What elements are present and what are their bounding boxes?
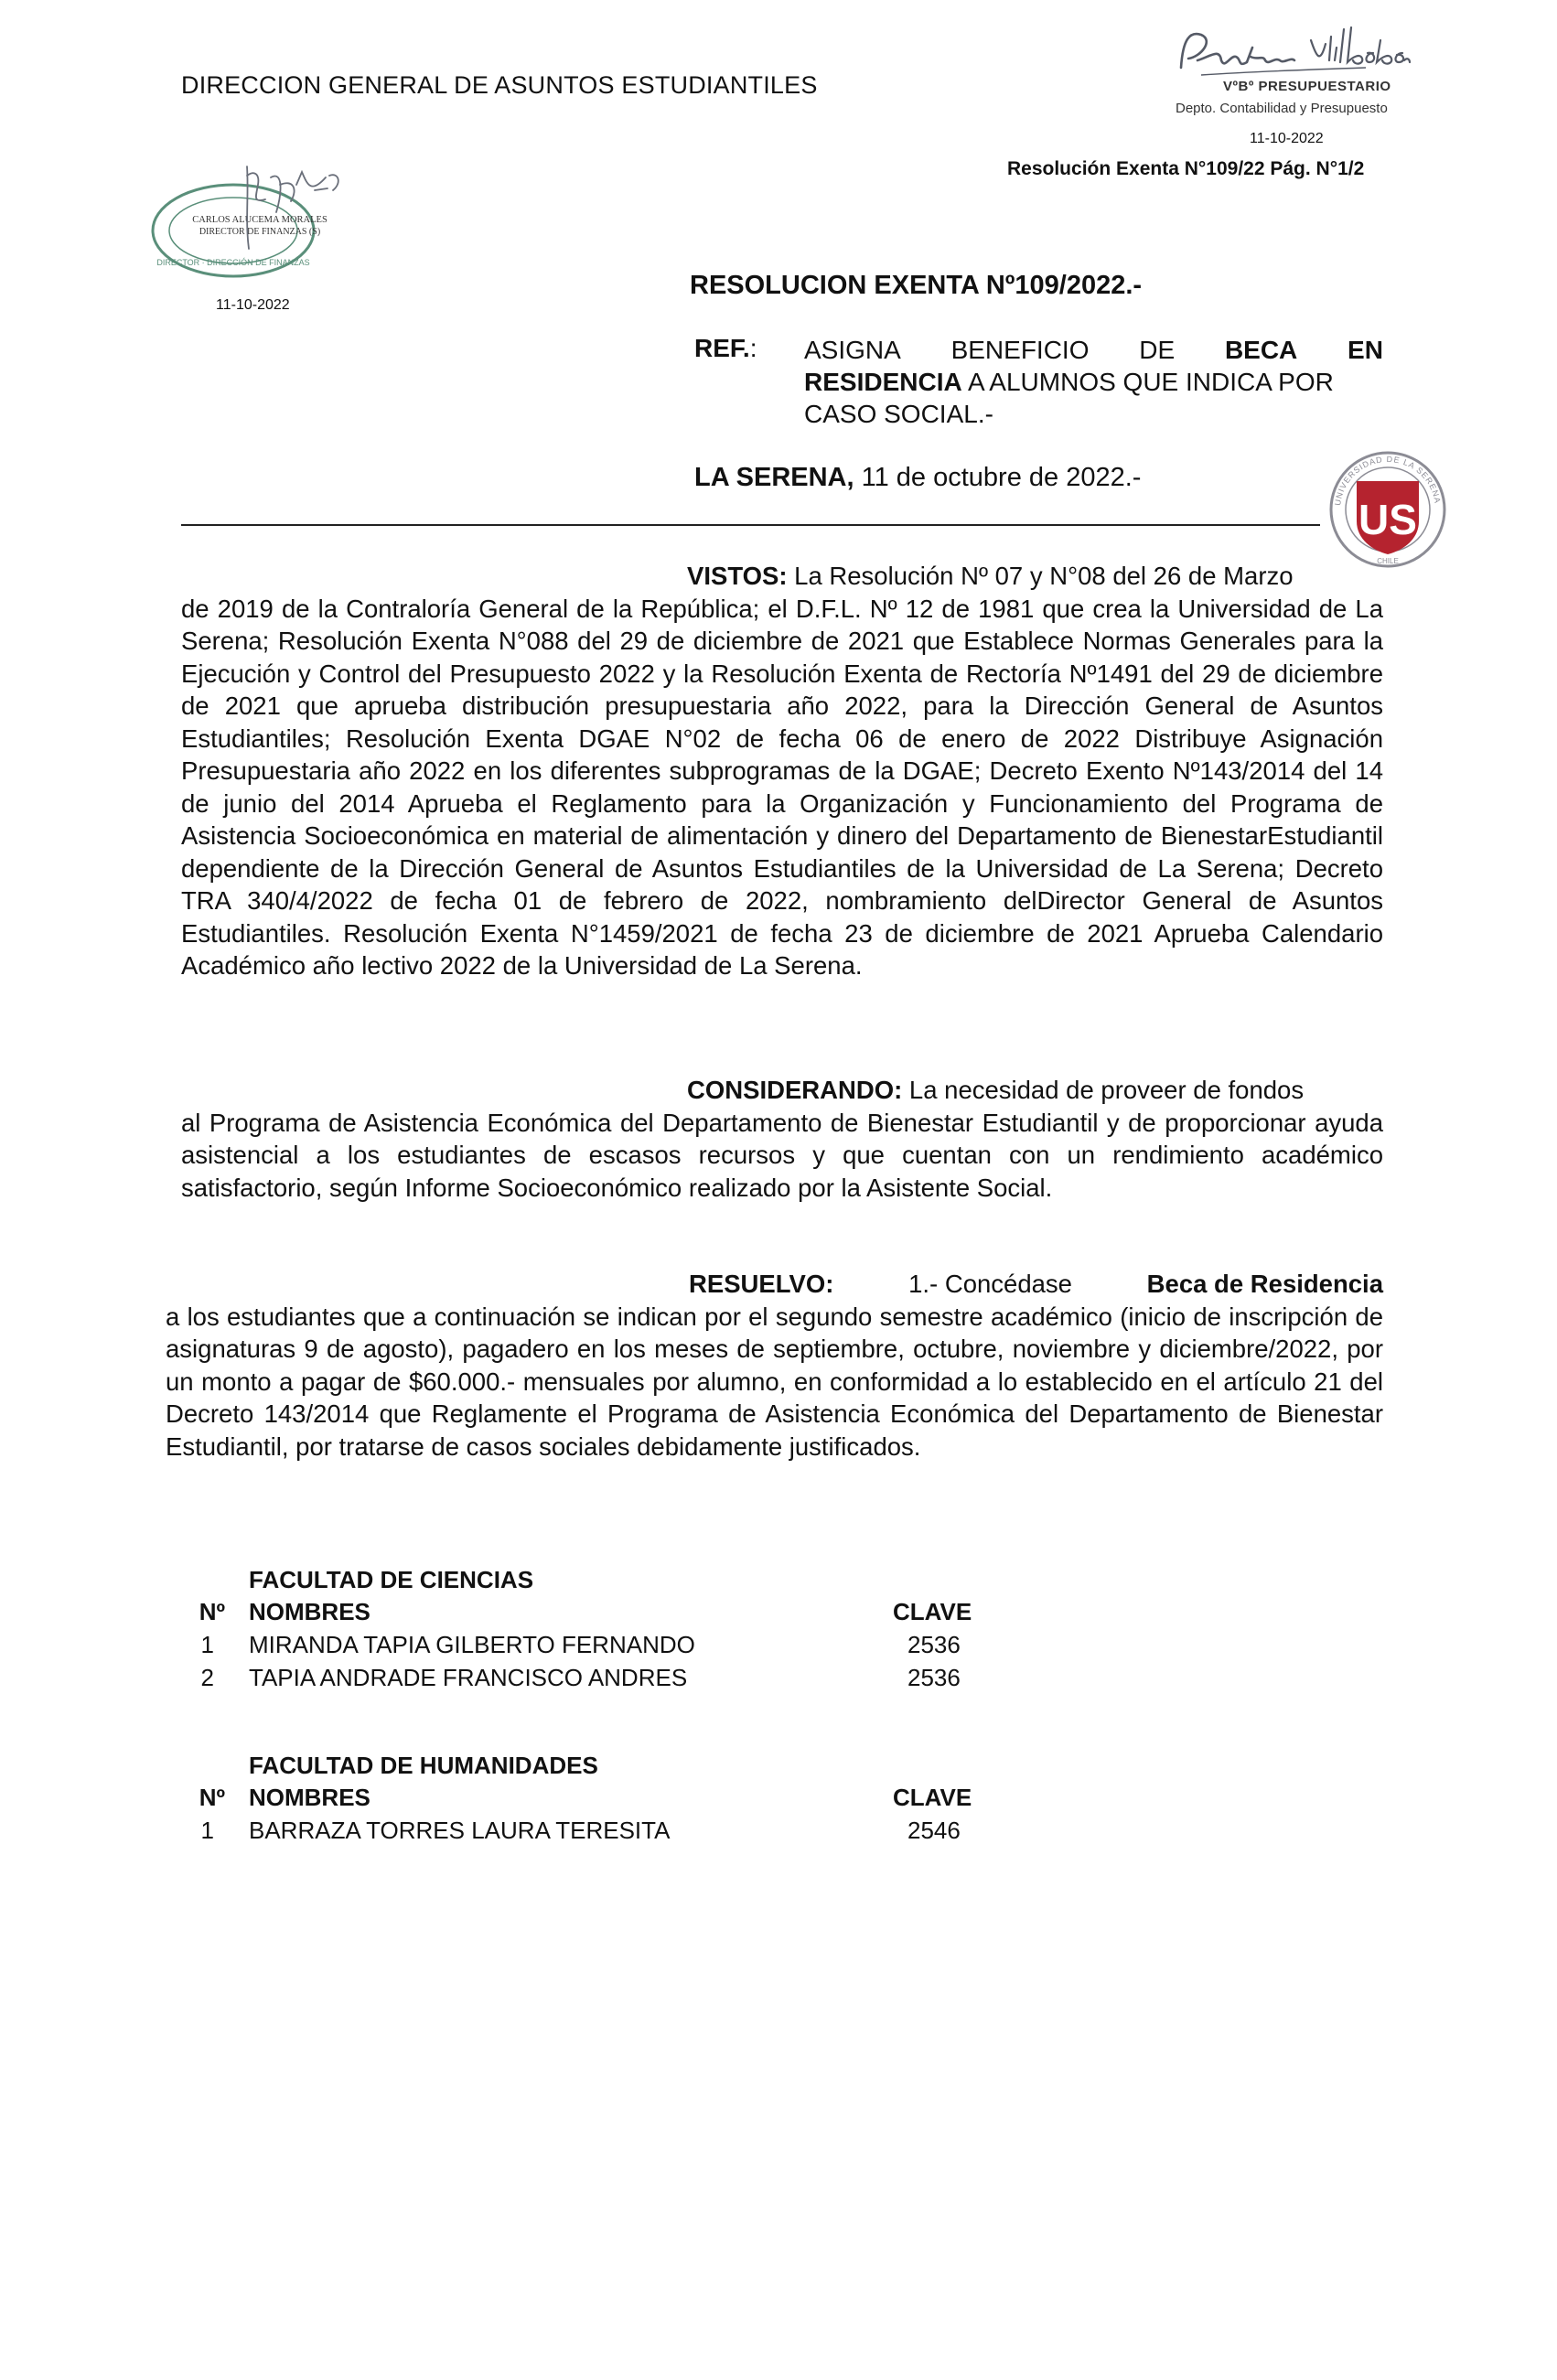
ref-subject: ASIGNA BENEFICIO DE BECA EN RESIDENCIA A ALUMNOS QUE INDICA POR CASO SOCIAL.-	[804, 336, 1383, 428]
budget-approval-title: VºBº PRESUPUESTARIO	[1223, 79, 1391, 94]
university-seal-icon	[1324, 450, 1452, 569]
signer-role: DIRECTOR DE FINANZAS (S)	[199, 227, 321, 237]
university-logo	[1324, 450, 1452, 569]
svg-text:UNIVERSIDAD DE LA SERENA: UNIVERSIDAD DE LA SERENA	[1333, 454, 1443, 507]
handwritten-signature-right	[1174, 20, 1412, 84]
finance-stamp-icon	[146, 157, 357, 285]
resuelvo-paragraph: RESUELVO: 1.- Concédase Beca de Residencia a los estudiantes que a continuación se indican por el segundo semestre académico (inicio de inscripción de asignaturas 9 de agosto), pagadero en los meses de septiembre, octubre, noviembre y diciembre/2022, por un monto a pagar de $60.000.- mensuales por alumno, en conformidad a lo establecido en el artículo 21 del Decreto 143/2014 que Reglamente el Programa de Asistencia Económica del Departamento de Bienestar Estudiantil, por tratarse de casos sociales debidamente justificados.	[166, 1270, 1383, 1461]
svg-text:CHILE: CHILE	[1377, 557, 1399, 565]
resolution-title: RESOLUCION EXENTA Nº109/2022.-	[690, 271, 1143, 300]
stamp-ring-text: DIRECTOR · DIRECCIÓN DE FINANZAS	[156, 258, 310, 267]
signer-name: CARLOS ALUCEMA MORALES	[192, 215, 328, 225]
considerando-paragraph: CONSIDERANDO: La necesidad de proveer de fondos al Programa de Asistencia Económica del Departamento de Bienestar Estudiantil y de proporcionar ayuda asistencial a los estudiantes de escasos recursos y que cuentan con un rendimiento académico satisfactorio, según Informe Socioeconómico realizado por la Asistente Social.	[181, 1076, 1383, 1202]
header-organization: DIRECCION GENERAL DE ASUNTOS ESTUDIANTILES	[181, 71, 818, 99]
students-table-ciencias	[0, 1598, 1557, 1708]
table-row: 1 BARRAZA TORRES LAURA TERESITA 2546	[200, 1817, 961, 1844]
svg-text:US: US	[1358, 496, 1417, 543]
approval-date-right: 11-10-2022	[1250, 131, 1324, 146]
table-header-row: Nº NOMBRES CLAVE	[199, 1784, 972, 1811]
budget-approval-signature	[1174, 20, 1430, 139]
place-and-date: LA SERENA, 11 de octubre de 2022.-	[694, 463, 1142, 492]
ref-label: REF.:	[694, 334, 757, 362]
page-reference: Resolución Exenta N°109/22 Pág. N°1/2	[1007, 158, 1365, 179]
table-row: 1 MIRANDA TAPIA GILBERTO FERNANDO 2536	[200, 1631, 961, 1658]
students-table-humanidades	[0, 1784, 1557, 1857]
budget-department: Depto. Contabilidad y Presupuesto	[1176, 101, 1388, 116]
vistos-paragraph: VISTOS: La Resolución Nº 07 y N°08 del 26 de Marzo de 2019 de la Contraloría General de la República; el D.F.L. Nº 12 de 1981 que crea la Universidad de La Serena; Resolución Exenta N°088 del 29 de diciembre de 2021 que Establece Normas Generales para la Ejecución y Control del Presupuesto 2022 y la Resolución Exenta de Rectoría Nº1491 del 29 de diciembre de 2021 que aprueba distribución presupuestaria año 2022, para la Dirección General de Asuntos Estudiantiles; Resolución Exenta DGAE N°02 de fecha 06 de enero de 2022 Distribuye Asignación Presupuestaria año 2022 en los diferentes subprogramas de la DGAE; Decreto Exento Nº143/2014 del 14 de junio del 2014 Aprueba el Reglamento para la Organización y Funcionamiento del Programa de Asistencia Socioeconómica en material de alimentación y dinero del Departamento de BienestarEstudiantil dependiente de la Dirección General de Asuntos Estudiantiles de la Universidad de La Serena; Decreto TRA 340/4/2022 de fecha 01 de febrero de 2022, nombramiento delDirector General de Asuntos Estudiantiles. Resolución Exenta N°1459/2021 de fecha 23 de diciembre de 2021 Aprueba Calendario Académico año lectivo 2022 de la Universidad de La Serena.	[181, 562, 1383, 980]
table-row: 2 TAPIA ANDRADE FRANCISCO ANDRES 2536	[200, 1664, 961, 1691]
table-header-row: Nº NOMBRES CLAVE	[199, 1598, 972, 1625]
approval-date-left: 11-10-2022	[216, 297, 290, 313]
finance-director-stamp	[146, 157, 357, 285]
faculty-title-ciencias: FACULTAD DE CIENCIAS	[249, 1566, 534, 1593]
faculty-title-humanidades: FACULTAD DE HUMANIDADES	[249, 1752, 598, 1779]
header-divider	[181, 524, 1320, 526]
